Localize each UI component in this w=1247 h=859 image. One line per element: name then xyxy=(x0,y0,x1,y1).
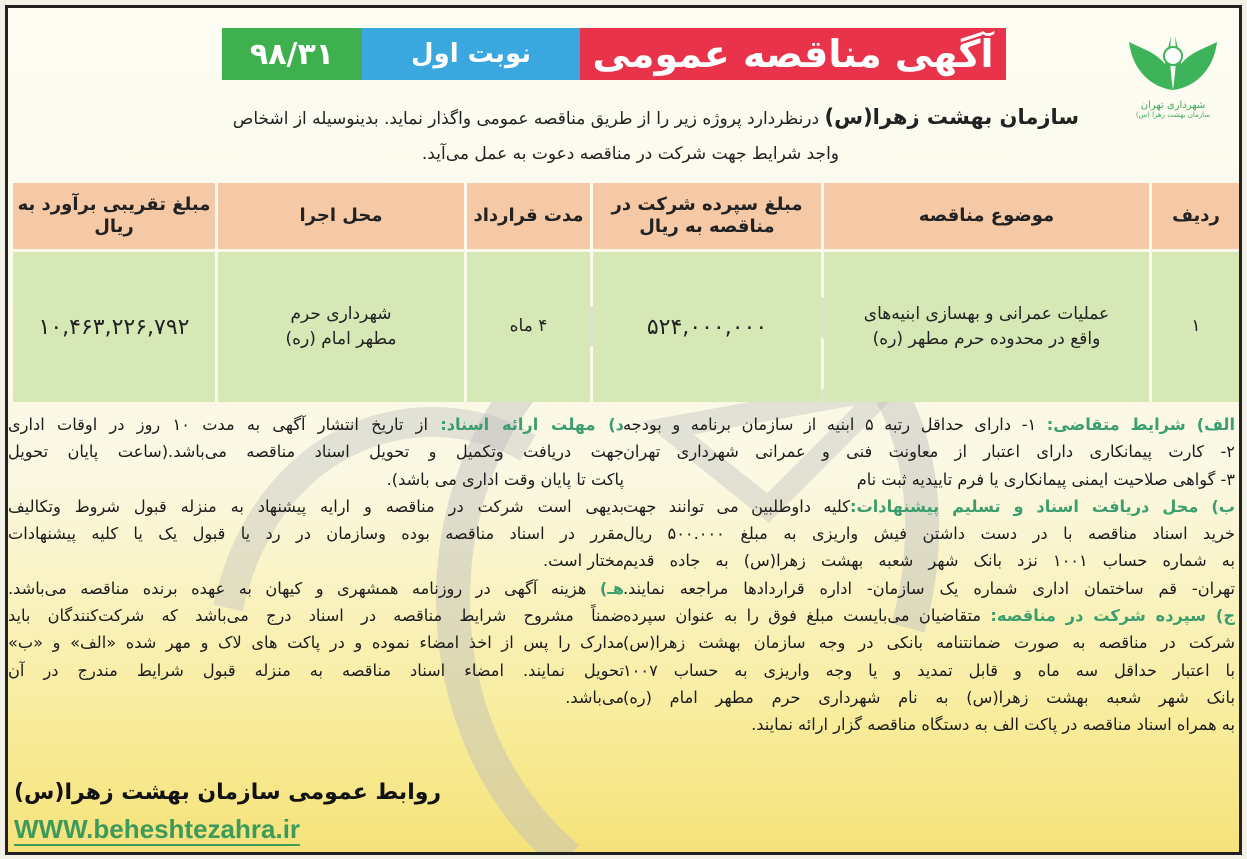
table-row xyxy=(13,252,1240,402)
section-c-line: بانک شهر شعبه بهشت زهرا(س) به نام شهرداری حرم مطهر امام (ره) xyxy=(623,687,1235,707)
intro-line2: واجد شرایط جهت شرکت در مناقصه دعوت به عمل می‌آید. xyxy=(421,144,839,164)
section-c-heading: ج) سپرده شرکت در مناقصه: xyxy=(990,606,1235,626)
tehran-municipality-logo xyxy=(1118,30,1228,130)
announcement-title: آگهی مناقصه عمومی xyxy=(580,28,1006,80)
col-header-location: محل اجرا xyxy=(218,183,464,249)
section-d-line: بدیهی است شرکت در مناقصه و ارایه پیشنهاد به منزله قبول شروط وتکالیف xyxy=(8,496,624,516)
cell-location: شهرداری حرم مطهر امام (ره) xyxy=(218,252,464,402)
section-e-line: مدارک را پس از اخذ امضاء نموده و در پاکت های لاک و مهر شده «الف» و «ب» xyxy=(8,633,624,653)
website-link[interactable]: WWW.beheshtezahra.ir xyxy=(14,814,301,844)
section-e-heading: هـ) xyxy=(599,578,624,598)
section-d-line: مختار است. xyxy=(542,551,624,571)
section-d-line: از تاریخ انتشار آگهی به مدت ۱۰ روز در اوقات اداری xyxy=(8,415,441,434)
section-d-line: جهت دریافت وتکمیل و تحویل اسناد مناقصه می‌باشد.(ساعت پایان تحویل xyxy=(8,442,624,462)
section-e-line: ضمناً مشروح شرایط مناقصه در اسناد درج می‌باشد که شرکت‌کنندگان باید xyxy=(8,606,624,626)
section-b-line: به شماره حساب ۱۰۰۱ نزد بانک شهر شعبه بهشت زهرا(س) به جاده قدیم xyxy=(623,551,1235,571)
conditions-column-right xyxy=(623,411,1235,739)
section-d-line: مقرر در اسناد مناقصه بوده وسازمان در رد یا قبول یک یا کلیه پیشنهادات xyxy=(8,524,624,544)
tender-announcement xyxy=(5,5,1242,855)
section-a-line: ۱- دارای حداقل رتبه ۵ ابنیه از سازمان برنامه و بودجه xyxy=(623,415,1047,434)
conditions-column-left xyxy=(8,411,624,711)
logo-line2: سازمان بهشت زهرا (س) xyxy=(1135,111,1211,119)
section-b-line: خرید اسناد مناقصه با در دست داشتن فیش واریزی به مبلغ ۵۰۰.۰۰۰ ریال xyxy=(623,524,1235,544)
intro-line1 xyxy=(233,105,1079,129)
flower-logo-icon xyxy=(1125,30,1221,96)
tender-table xyxy=(10,180,1242,405)
col-header-deposit: مبلغ سپرده شرکت در مناقصه به ریال xyxy=(593,183,821,249)
section-d-line: پاکت تا پایان وقت اداری می باشد). xyxy=(386,469,624,489)
section-e-line: تحویل نمایند. امضاء اسناد مناقصه به منزله قبول شرایط مندرج در آن xyxy=(8,660,624,680)
section-c-line: شرکت در مناقصه به صورت ضمانتنامه بانکی در وجه سازمان بهشت زهرا(س) xyxy=(623,633,1235,653)
section-e-line: هزینه آگهی در روزنامه همشهری و کیهان به عهده برنده مناقصه می‌باشد. xyxy=(8,578,600,598)
cell-subject: عملیات عمرانی و بهسازی ابنیه‌های واقع در محدوده حرم مطهر (ره) xyxy=(824,252,1149,402)
signature: روابط عمومی سازمان بهشت زهرا(س) xyxy=(14,780,442,805)
section-b-line: تهران- قم ساختمان اداری شماره یک سازمان- اداره قراردادها مراجعه نمایند. xyxy=(623,578,1235,598)
section-e-line: می‌باشد. xyxy=(565,687,624,707)
section-a-heading: الف) شرایط متقاضی: xyxy=(1046,415,1235,434)
section-d-heading: د) مهلت ارائه اسناد: xyxy=(440,415,624,434)
col-header-duration: مدت قرارداد xyxy=(467,183,590,249)
announcement-number: ۹۸/۳۱ xyxy=(222,28,362,80)
table-header xyxy=(13,183,1240,249)
logo-line1: شهرداری تهران xyxy=(1140,100,1206,111)
section-c-line: با اعتبار حداقل سه ماه و قابل تمدید و یا وجه واریزی به حساب ۱۰۰۷ xyxy=(623,660,1235,680)
cell-deposit: ۵۲۴,۰۰۰,۰۰۰ xyxy=(593,252,821,402)
col-header-estimate: مبلغ تقریبی برآورد به ریال xyxy=(13,183,215,249)
section-b-line: کلیه داوطلبین می توانند جهت xyxy=(623,496,851,516)
publication-turn: نوبت اول xyxy=(362,28,580,80)
col-header-subject: موضوع مناقصه xyxy=(824,183,1149,249)
section-c-line: متقاضیان می‌بایست مبلغ فوق را به عنوان سپرده xyxy=(623,606,991,626)
section-c-line: به همراه اسناد مناقصه در پاکت الف به دستگاه مناقصه گزار ارائه نمایند. xyxy=(751,715,1235,735)
col-header-index: ردیف xyxy=(1152,183,1240,249)
cell-index: ۱ xyxy=(1152,252,1240,402)
section-a-line: ۲- کارت پیمانکاری دارای اعتبار از معاونت فنی و عمرانی شهرداری تهران xyxy=(623,442,1235,462)
section-b-heading: ب) محل دریافت اسناد و تسلیم پیشنهادات: xyxy=(850,496,1235,516)
section-a-line: ۳- گواهی صلاحیت ایمنی پیمانکاری یا فرم تاییدیه ثبت نام xyxy=(856,469,1235,489)
organization-name: سازمان بهشت زهرا(س) xyxy=(824,105,1079,129)
cell-duration: ۴ ماه xyxy=(467,252,590,402)
intro-text1: درنظردارد پروژه زیر را از طریق مناقصه عمومی واگذار نماید. بدینوسیله از اشخاص xyxy=(232,109,825,129)
cell-estimate: ۱۰,۴۶۳,۲۲۶,۷۹۲ xyxy=(13,252,215,402)
